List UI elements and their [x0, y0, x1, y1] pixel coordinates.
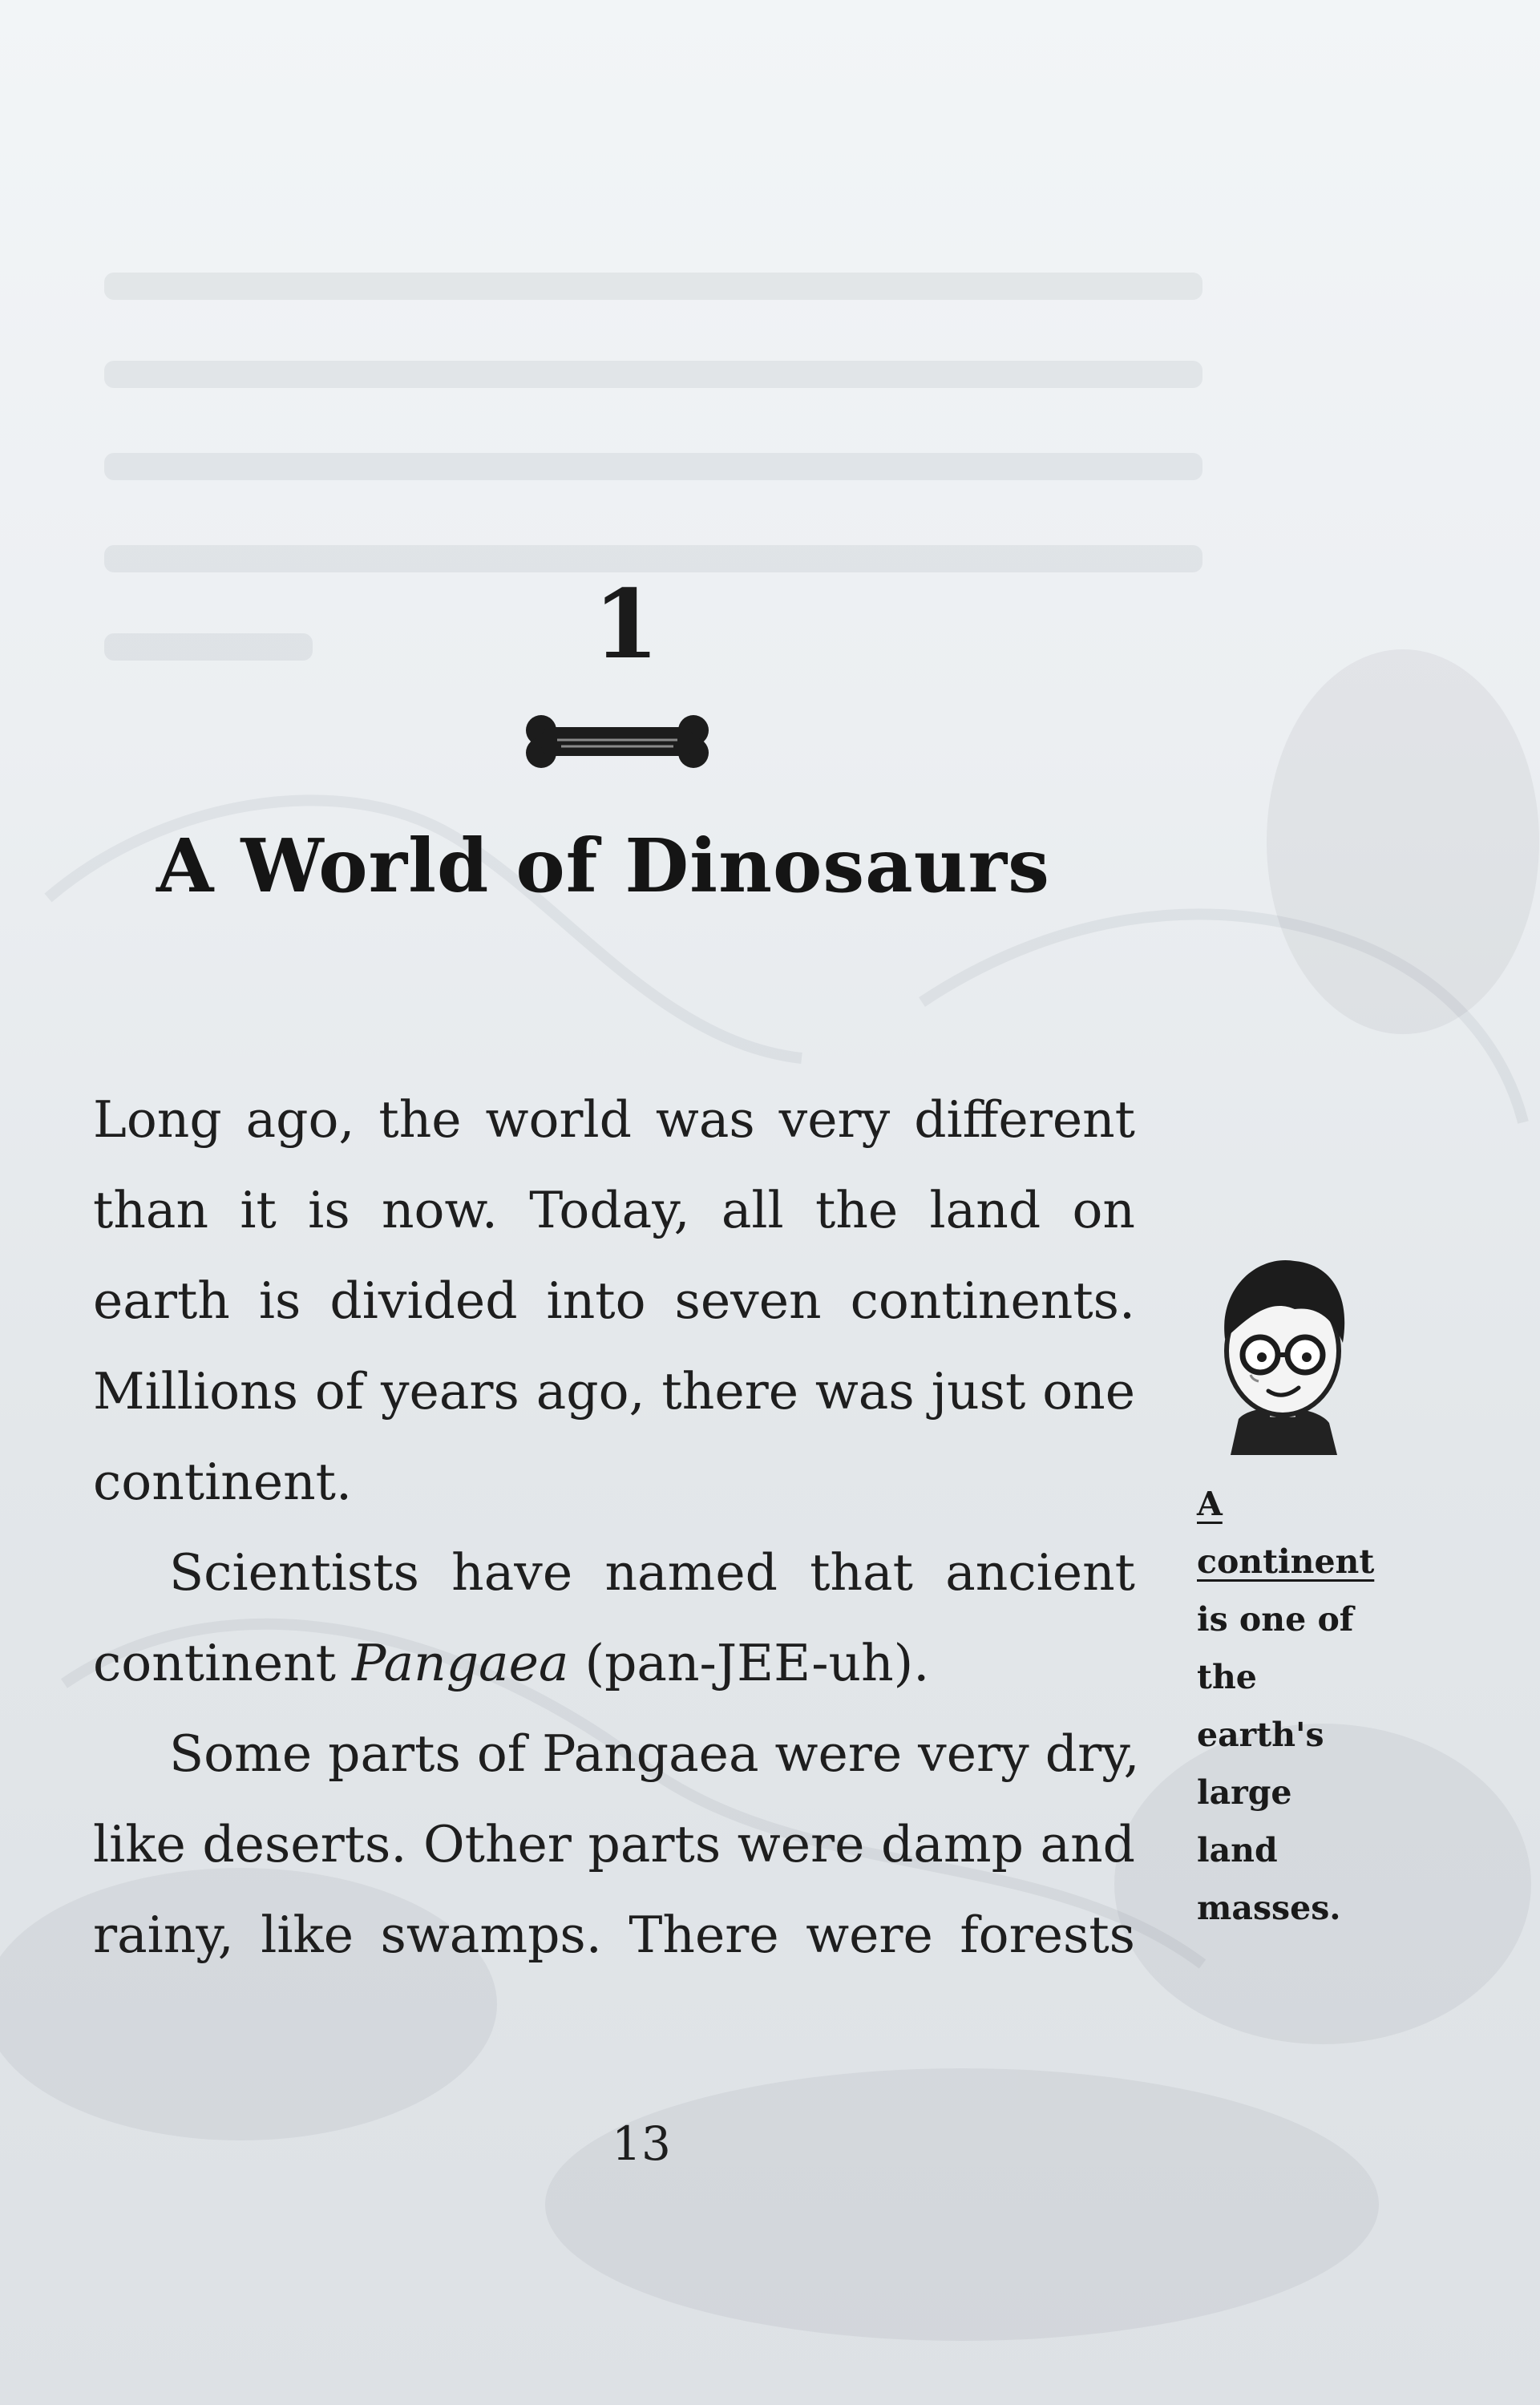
boy-with-glasses-illustration	[1202, 1239, 1363, 1455]
chapter-number: 1	[593, 568, 660, 680]
bone-icon	[517, 709, 717, 774]
sidebar-definition-line: land masses.	[1197, 1831, 1341, 1927]
page-number: 13	[612, 2116, 671, 2171]
text-line: continent Pangaea (pan-JEE-uh).	[93, 1634, 930, 1692]
sidebar-definition-line: is one of the	[1197, 1600, 1354, 1696]
text-line: Some parts of Pangaea were very dry,	[169, 1724, 1140, 1783]
text-line: rainy, like swamps. There were forests	[93, 1906, 1135, 1964]
sidebar-definition-line: earth's large	[1197, 1716, 1324, 1812]
text-line: continent.	[93, 1453, 353, 1511]
text-line: like deserts. Other parts were damp and	[93, 1815, 1135, 1873]
body-text	[93, 1074, 1140, 1980]
text-line: Millions of years ago, there was just one	[93, 1362, 1135, 1421]
text-line: earth is divided into seven continents.	[93, 1271, 1135, 1330]
term-pangaea: Pangaea	[352, 1634, 569, 1692]
chapter-title: A World of Dinosaurs	[156, 823, 1050, 909]
text-line: Scientists have named that ancient	[169, 1543, 1135, 1602]
text-line: Long ago, the world was very different	[93, 1090, 1135, 1149]
sidebar-term: A continent	[1197, 1485, 1375, 1581]
text-line: than it is now. Today, all the land on	[93, 1181, 1135, 1239]
sidebar-definition	[1197, 1475, 1405, 1937]
